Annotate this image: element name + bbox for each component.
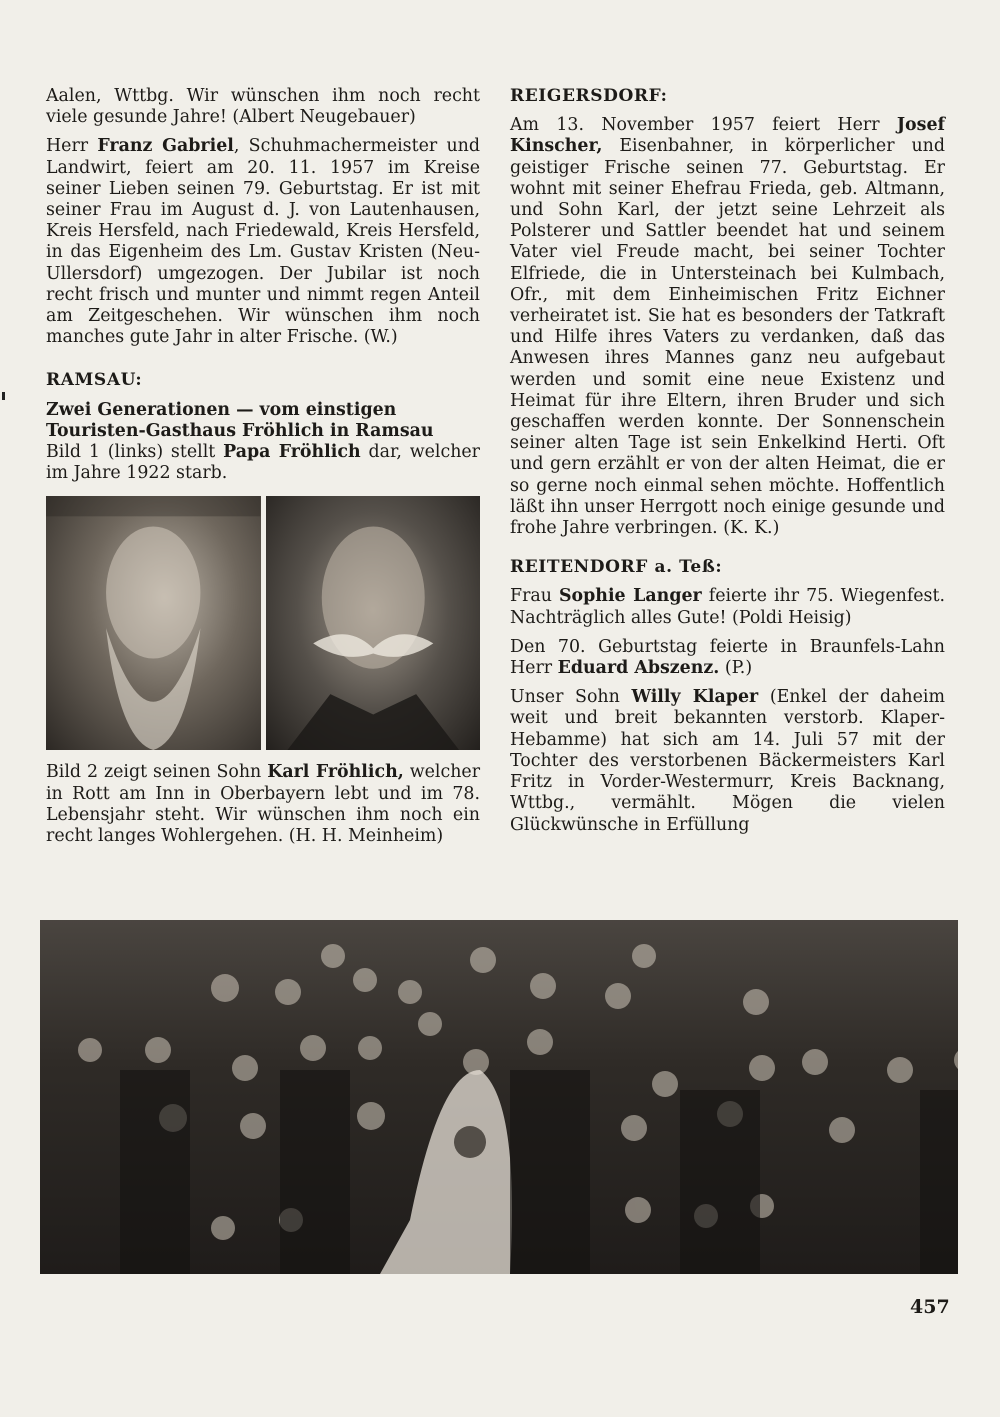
portrait-photos (46, 496, 480, 750)
name-franz-gabriel: Franz Gabriel (97, 136, 234, 157)
wedding-group-photo (40, 920, 958, 1274)
paragraph-klaper (510, 687, 945, 835)
portrait-photo-karl-froehlich (266, 496, 481, 750)
left-column (46, 86, 480, 855)
name-eduard-abszenz: Eduard Abszenz. (557, 658, 720, 679)
text: Am 13. November 1957 feiert Herr (510, 115, 897, 136)
portrait-2-icon (266, 496, 481, 750)
heading-ramsau: RAMSAU: (46, 370, 143, 391)
paragraph-neugebauer: Aalen, Wttbg. Wir wünschen ihm noch recht viele gesunde Jahre! (Albert Neugebauer) (46, 86, 480, 128)
right-column (510, 86, 945, 844)
text: Frau (510, 586, 559, 607)
caption-bild-2 (46, 762, 480, 847)
subheading-line-2: Touristen-Gasthaus Fröhlich in Ramsau (46, 420, 434, 441)
text: Den 70. Geburtstag feierte in Braunfels-Lahn Herr (510, 636, 945, 679)
name-willy-klaper: Willy Klaper (631, 687, 759, 708)
scan-edge-mark (2, 392, 5, 400)
paragraph-gabriel (46, 136, 480, 348)
subheading-line-1: Zwei Generationen — vom einstigen (46, 399, 397, 420)
text: Bild 1 (links) stellt (46, 442, 224, 463)
text: welcher in Rott am Inn in Oberbayern lebt und im 78. Lebensjahr steht. Wir wünschen ihm noch ein recht langes Wohlergehen. (H. H. Meinheim) (46, 762, 481, 847)
text: feierte ihr 75. Wiegenfest. Nachträglich alles Gute! (Poldi Heisig) (510, 586, 945, 628)
text: dar, welcher im Jahre 1922 starb. (46, 442, 481, 484)
portrait-1-icon (46, 496, 261, 750)
caption-bild-1 (46, 442, 480, 484)
text: (P.) (719, 658, 753, 679)
text: Herr (46, 136, 98, 157)
text: , Schuhmachermeister und Landwirt, feiert am 20. 11. 1957 im Kreise seiner Lieben seinen 79. Geburtstag. Er ist mit seiner Frau im August d. J. von Lautenhausen, Kreis Hersfeld, nach Friedewald, Kreis Hersfeld, in das Eigenheim des Lm. Gustav Kristen (Neu-Ullersdorf) umgezogen. Der Jubilar ist noch recht frisch und munter und nimmt regen Anteil am Zeitgeschehen. Wir wünschen ihm noch manches gute Jahr in alter Frische. (W.) (46, 136, 480, 348)
paragraph-langer (510, 586, 945, 628)
paragraph-abszenz (510, 637, 945, 679)
text: Unser Sohn (510, 687, 632, 708)
name-karl-froehlich: Karl Fröhlich, (267, 762, 404, 783)
page-number: 457 (910, 1296, 950, 1318)
wedding-group-icon (40, 920, 958, 1274)
name-josef-kinscher: Josef Kinscher, (510, 115, 945, 157)
portrait-photo-papa-froehlich (46, 496, 261, 750)
name-sophie-langer: Sophie Langer (558, 586, 702, 607)
heading-reigersdorf: REIGERSDORF: (510, 86, 668, 106)
heading-reitendorf: REITENDORF a. Teß: (510, 557, 723, 578)
text: (Enkel der daheim weit und breit bekannten verstorb. Klaper-Hebamme) hat sich am 14. Juli 57 mit der Tochter des verstorbenen Bäckermeisters Karl Fritz in Vorder-Westermurr, Kreis Backnang, Wttbg., vermählt. Mögen die vielen Glückwünsche in Erfüllung (510, 687, 945, 835)
paragraph-kinscher (510, 115, 945, 539)
name-papa-froehlich: Papa Fröhlich (223, 442, 361, 463)
text: Eisenbahner, in körperlicher und geistiger Frische seinen 77. Geburtstag. Er wohnt mit seiner Ehefrau Frieda, geb. Altmann, und Sohn Karl, der jetzt seine Lehrzeit als Polsterer und Sattler beendet hat und seinem Vater viel Freude macht, bei seiner Tochter Elfriede, die in Untersteinach bei Kulmbach, Ofr., mit dem Einheimischen Fritz Eichner verheiratet ist. Sie hat es besonders der Tatkraft und Hilfe ihres Vaters zu verdanken, daß das Anwesen ihres Mannes ganz neu aufgebaut werden und somit eine neue Existenz und Heimat für ihre Eltern, ihren Bruder und sich geschaffen werden konnte. Der Sonnenschein seiner alten Tage ist sein Enkelkind Herti. Oft und gern erzählt er von der alten Heimat, die er so gerne noch einmal sehen möchte. Hoffentlich läßt ihn unser Herrgott noch einige gesunde und frohe Jahre verbringen. (K. K.) (510, 136, 945, 539)
text: Bild 2 zeigt seinen Sohn (46, 762, 268, 783)
